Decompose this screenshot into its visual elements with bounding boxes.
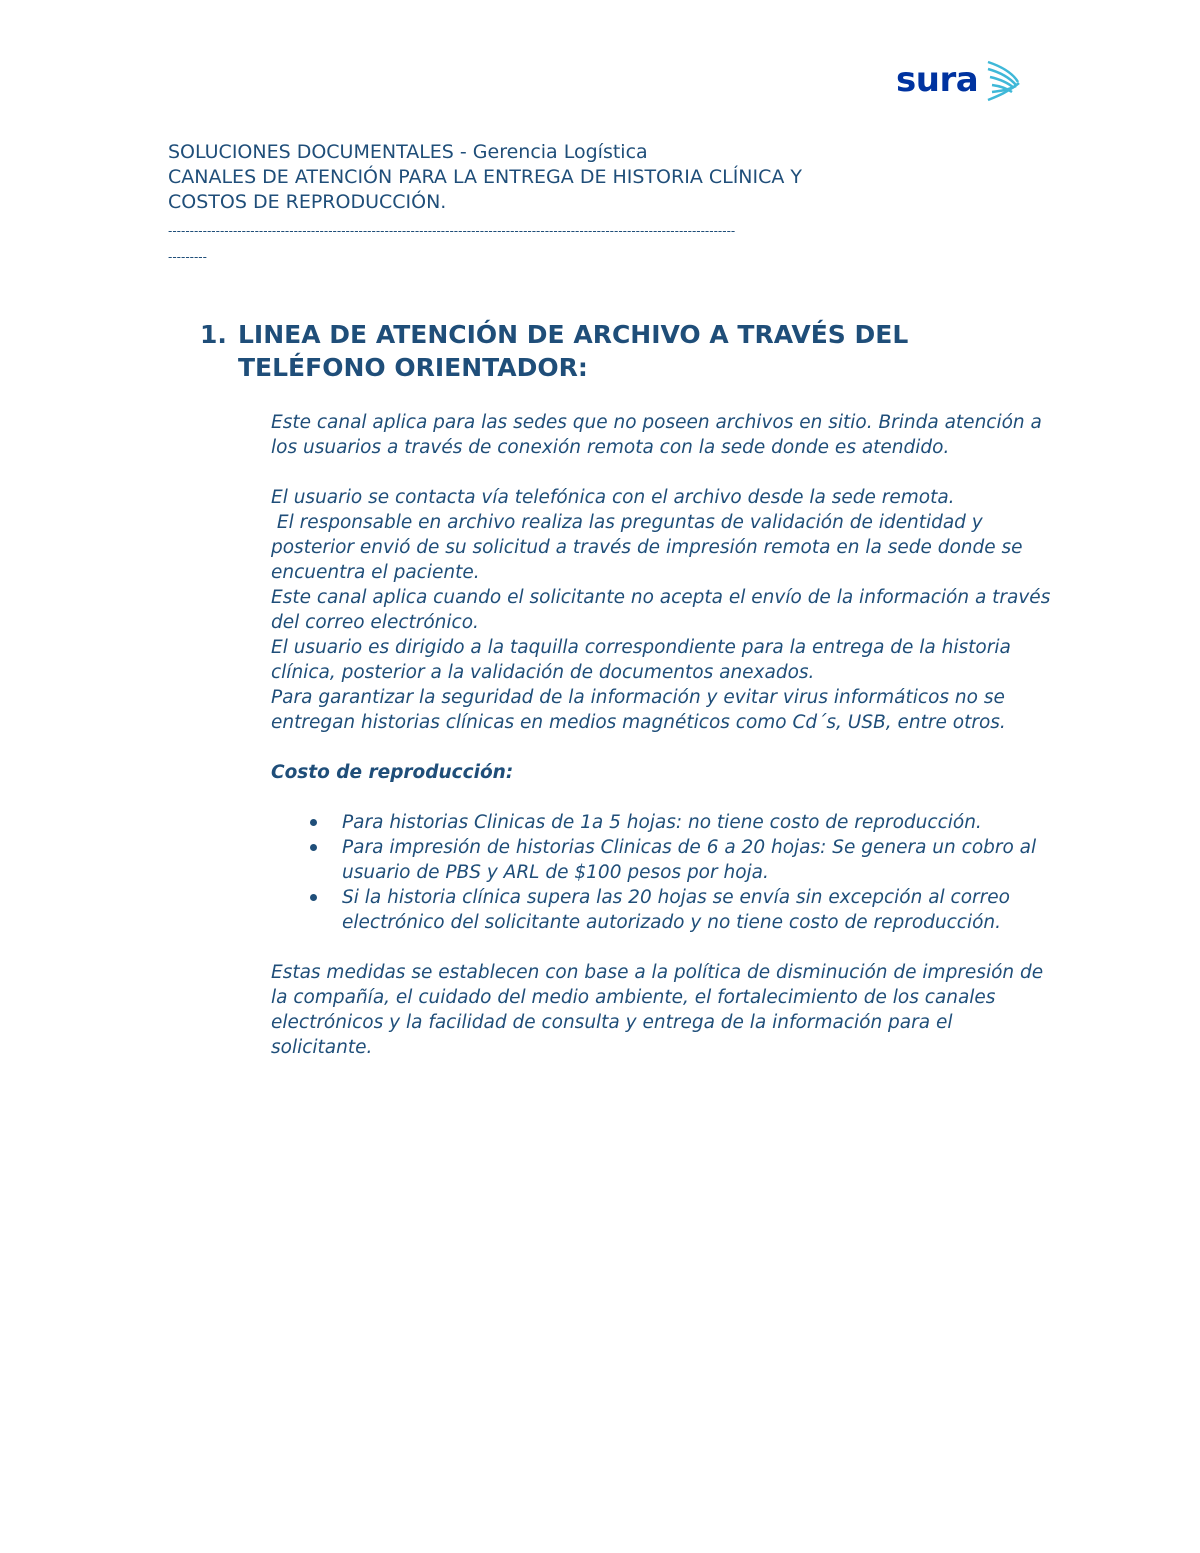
paragraph-6: Para garantizar la seguridad de la información y evitar virus informáticos no se entregan historias clínicas en medios magnéticos como Cd´s, USB, entre otros.	[271, 687, 1006, 733]
document-header	[168, 140, 1048, 267]
costs-heading: Costo de reproducción:	[271, 762, 514, 783]
bullet-icon	[310, 819, 317, 826]
document-body	[271, 410, 1051, 1060]
list-item	[342, 835, 1051, 885]
section-title: LINEA DE ATENCIÓN DE ARCHIVO A TRAVÉS DEL TELÉFONO ORIENTADOR:	[238, 320, 909, 382]
cost-item-3: Si la historia clínica supera las 20 hojas se envía sin excepción al correo electrónico del solicitante autorizado y no tiene costo de reproducción.	[342, 887, 1010, 933]
header-heading-line-2: COSTOS DE REPRODUCCIÓN.	[168, 191, 447, 213]
section-number: 1.	[200, 320, 227, 349]
list-item	[342, 810, 1051, 835]
header-subtitle: Gerencia Logística	[472, 141, 648, 163]
section-heading	[200, 318, 1020, 384]
paragraph-1: Este canal aplica para las sedes que no poseen archivos en sitio. Brinda atención a los usuarios a través de conexión remota con la sede donde es atendido.	[271, 412, 1042, 458]
header-heading-line-1: CANALES DE ATENCIÓN PARA LA ENTREGA DE HISTORIA CLÍNICA Y	[168, 166, 803, 188]
sura-wing-icon	[986, 60, 1022, 106]
paragraph-2: El usuario se contacta vía telefónica con el archivo desde la sede remota.	[271, 487, 955, 508]
sura-logo	[896, 60, 1026, 108]
header-title-line	[168, 140, 1048, 165]
cost-item-2: Para impresión de historias Clinicas de 6 a 20 hojas: Se genera un cobro al usuario de PBS y ARL de $100 pesos por hoja.	[342, 837, 1037, 883]
header-department: SOLUCIONES DOCUMENTALES -	[168, 141, 473, 163]
closing-paragraph: Estas medidas se establecen con base a la política de disminución de impresión de la compañía, el cuidado del medio ambiente, el fortalecimiento de los canales electrónicos y la facilidad de consulta y entrega de la información para el solicitante.	[271, 962, 1044, 1058]
list-item	[342, 885, 1051, 935]
dashed-separator-1: -----------------------------------------------------------------------------------------------------------------------------------	[168, 224, 736, 238]
bullet-icon	[310, 894, 317, 901]
cost-item-1: Para historias Clinicas de 1a 5 hojas: no tiene costo de reproducción.	[342, 812, 982, 833]
paragraph-5: El usuario es dirigido a la taquilla correspondiente para la entrega de la historia clínica, posterior a la validación de documentos anexados.	[271, 637, 1011, 683]
bullet-icon	[310, 844, 317, 851]
costs-list	[271, 810, 1051, 935]
dashed-separator-2: ---------	[168, 250, 207, 264]
paragraph-4: Este canal aplica cuando el solicitante no acepta el envío de la información a través del correo electrónico.	[271, 587, 1051, 633]
logo-text: sura	[896, 60, 979, 100]
paragraph-3: El responsable en archivo realiza las preguntas de validación de identidad y posterior envió de su solicitud a través de impresión remota en la sede donde se encuentra el paciente.	[271, 512, 1029, 583]
